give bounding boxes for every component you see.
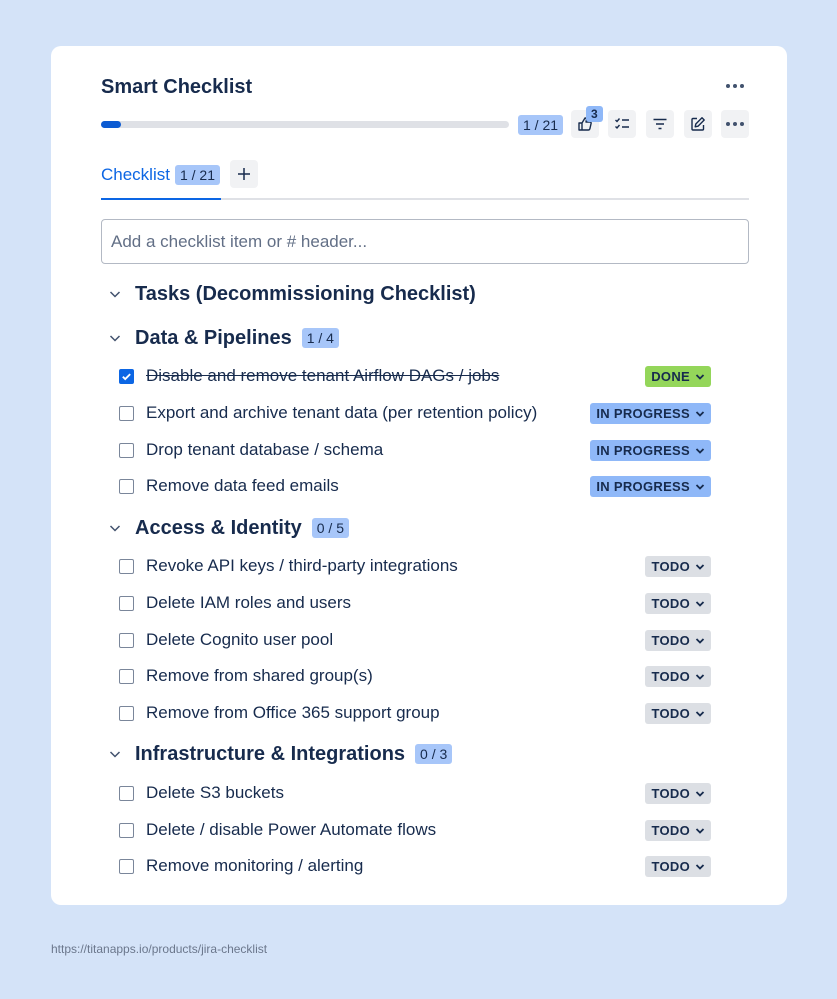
item-text[interactable]: Export and archive tenant data (per retention policy) <box>146 403 538 422</box>
tab-checklist[interactable] <box>101 160 221 200</box>
checklist-item <box>119 701 711 725</box>
status-label: TODO <box>651 859 690 874</box>
section-count: 0 / 3 <box>415 744 452 764</box>
item-checkbox[interactable] <box>119 669 134 684</box>
status-dropdown[interactable] <box>645 856 711 877</box>
status-dropdown[interactable] <box>645 556 711 577</box>
checklist-card <box>51 46 787 905</box>
status-dropdown[interactable] <box>645 593 711 614</box>
chevron-down-icon <box>695 789 705 799</box>
item-checkbox[interactable] <box>119 406 134 421</box>
chevron-down-icon <box>695 409 705 419</box>
progress-bar-fill <box>101 121 121 128</box>
checklist-tabs <box>101 160 749 200</box>
status-dropdown[interactable] <box>645 366 711 387</box>
toolbar-more-button[interactable] <box>721 110 749 138</box>
status-dropdown[interactable] <box>590 403 711 424</box>
item-text[interactable]: Remove from shared group(s) <box>146 666 373 685</box>
plus-icon <box>237 167 251 181</box>
checklist-item <box>119 854 711 878</box>
checklist-item <box>119 364 711 388</box>
item-text[interactable]: Remove monitoring / alerting <box>146 856 364 875</box>
item-checkbox[interactable] <box>119 479 134 494</box>
card-title: Smart Checklist <box>101 76 253 98</box>
checklist-item <box>119 474 711 498</box>
item-checkbox[interactable] <box>119 559 134 574</box>
status-dropdown[interactable] <box>645 703 711 724</box>
chevron-down-icon[interactable] <box>107 286 123 302</box>
chevron-down-icon <box>695 636 705 646</box>
chevron-down-icon <box>695 672 705 682</box>
section-title: Access & Identity <box>135 516 302 539</box>
checklist-view-button[interactable] <box>608 110 636 138</box>
item-checkbox[interactable] <box>119 443 134 458</box>
status-label: TODO <box>651 669 690 684</box>
chevron-down-icon[interactable] <box>107 330 123 346</box>
status-dropdown[interactable] <box>645 783 711 804</box>
progress-bar <box>101 121 509 128</box>
status-label: TODO <box>651 559 690 574</box>
item-text[interactable]: Delete S3 buckets <box>146 783 284 802</box>
chevron-down-icon <box>695 826 705 836</box>
item-text[interactable]: Drop tenant database / schema <box>146 440 384 459</box>
status-dropdown[interactable] <box>645 630 711 651</box>
section-header <box>107 514 349 542</box>
chevron-down-icon <box>695 446 705 456</box>
status-label: DONE <box>651 369 690 384</box>
tab-checklist-count: 1 / 21 <box>175 165 220 185</box>
item-checkbox[interactable] <box>119 859 134 874</box>
checklist-item <box>119 401 711 425</box>
item-text[interactable]: Delete IAM roles and users <box>146 593 352 612</box>
item-checkbox[interactable] <box>119 823 134 838</box>
chevron-down-icon <box>695 862 705 872</box>
tab-checklist-label: Checklist <box>101 165 170 184</box>
checklist-icon <box>614 116 630 132</box>
chevron-down-icon[interactable] <box>107 746 123 762</box>
status-dropdown[interactable] <box>590 476 711 497</box>
section-title: Data & Pipelines <box>135 326 292 349</box>
checklist-item <box>119 818 711 842</box>
checklist-item <box>119 554 711 578</box>
checklist-item <box>119 438 711 462</box>
checklist-item <box>119 781 711 805</box>
chevron-down-icon[interactable] <box>107 520 123 536</box>
item-text[interactable]: Remove data feed emails <box>146 476 339 495</box>
filter-button[interactable] <box>646 110 674 138</box>
section-header <box>107 324 339 352</box>
item-text[interactable]: Delete Cognito user pool <box>146 630 334 649</box>
status-dropdown[interactable] <box>590 440 711 461</box>
item-checkbox[interactable] <box>119 596 134 611</box>
status-dropdown[interactable] <box>645 820 711 841</box>
checklist-item <box>119 628 711 652</box>
item-text[interactable]: Revoke API keys / third-party integrations <box>146 556 458 575</box>
footer-url: https://titanapps.io/products/jira-checklist <box>51 942 268 956</box>
item-checkbox[interactable] <box>119 369 134 384</box>
status-label: TODO <box>651 823 690 838</box>
item-checkbox[interactable] <box>119 633 134 648</box>
item-text[interactable]: Delete / disable Power Automate flows <box>146 820 437 839</box>
chevron-down-icon <box>695 599 705 609</box>
status-label: IN PROGRESS <box>596 406 690 421</box>
item-checkbox[interactable] <box>119 786 134 801</box>
edit-button[interactable] <box>684 110 712 138</box>
add-tab-button[interactable] <box>230 160 258 188</box>
status-label: TODO <box>651 633 690 648</box>
section-header <box>107 740 452 768</box>
chevron-down-icon <box>695 562 705 572</box>
filter-icon <box>652 116 668 132</box>
chevron-down-icon <box>695 482 705 492</box>
progress-count: 1 / 21 <box>518 115 563 135</box>
item-text[interactable]: Disable and remove tenant Airflow DAGs / jobs <box>146 366 500 385</box>
checklist-item <box>119 664 711 688</box>
status-label: TODO <box>651 706 690 721</box>
section-count: 1 / 4 <box>302 328 339 348</box>
status-label: TODO <box>651 596 690 611</box>
status-label: TODO <box>651 786 690 801</box>
status-dropdown[interactable] <box>645 666 711 687</box>
item-checkbox[interactable] <box>119 706 134 721</box>
section-header <box>107 280 476 308</box>
status-label: IN PROGRESS <box>596 479 690 494</box>
add-item-input[interactable] <box>101 219 749 264</box>
edit-icon <box>690 116 706 132</box>
item-text[interactable]: Remove from Office 365 support group <box>146 703 440 722</box>
status-label: IN PROGRESS <box>596 443 690 458</box>
more-options-button[interactable] <box>721 74 749 98</box>
like-count-badge: 3 <box>586 106 603 122</box>
checklist-item <box>119 591 711 615</box>
section-title: Infrastructure & Integrations <box>135 742 406 765</box>
section-count: 0 / 5 <box>312 518 349 538</box>
section-title: Tasks (Decommissioning Checklist) <box>135 282 476 305</box>
more-horizontal-icon <box>726 122 744 126</box>
chevron-down-icon <box>695 372 705 382</box>
chevron-down-icon <box>695 709 705 719</box>
more-horizontal-icon <box>726 84 744 88</box>
